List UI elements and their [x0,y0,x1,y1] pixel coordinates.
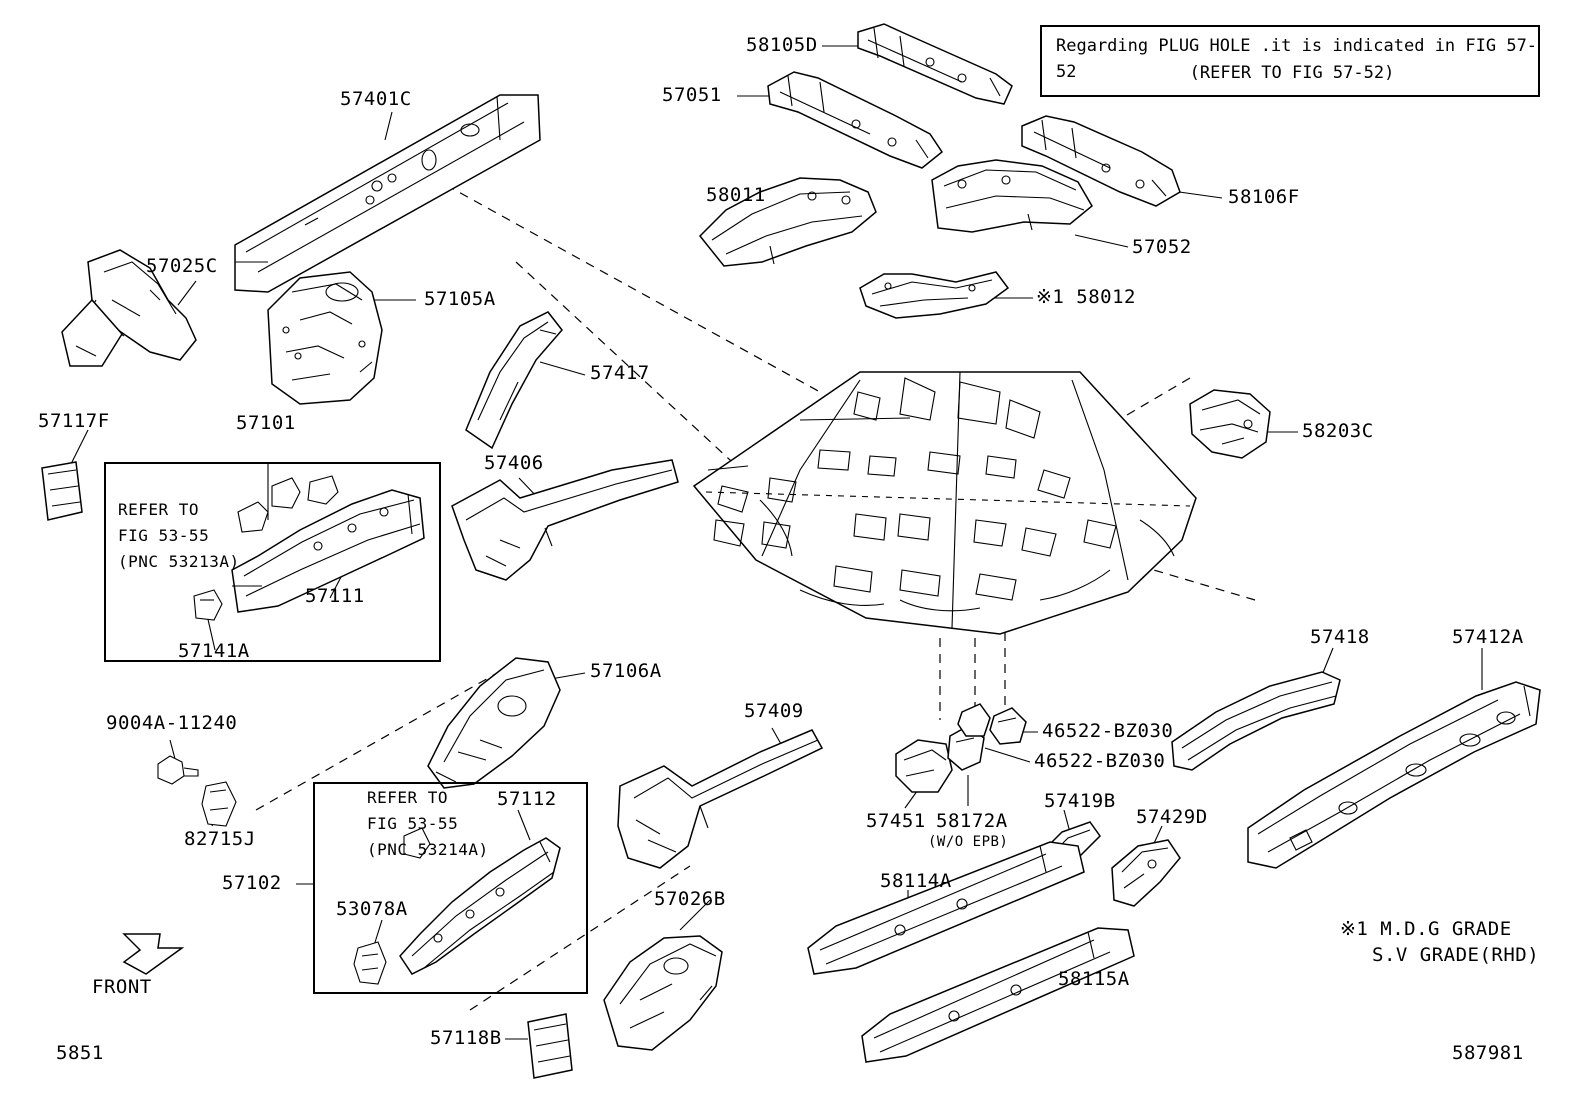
ref-box-2-line1: REFER TO [367,788,449,807]
callout-57025C: 57025C [146,255,218,277]
callout-58105D: 58105D [746,34,818,56]
callout-57451: 57451 [866,810,926,832]
part-58105D [858,24,1012,104]
grade-note-line2: S.V GRADE(RHD) [1372,944,1540,966]
part-57451 [896,740,952,792]
callout-82715J: 82715J [184,828,256,850]
part-82715J [202,782,236,826]
callout-57117F: 57117F [38,410,110,432]
ref-box-1-line2: FIG 53-55 [118,526,210,545]
figure-id-left: 5851 [56,1042,104,1064]
part-57117F [42,462,82,520]
part-57118B [528,1014,572,1078]
part-57429D [1112,840,1180,906]
part-57406 [452,460,678,580]
ref-box-2-line2: FIG 53-55 [367,814,459,833]
part-57026B [604,936,722,1050]
part-46522-BZ030-b [958,704,990,736]
callout-57401C: 57401C [340,88,412,110]
callout-57406: 57406 [484,452,544,474]
callout-57429D: 57429D [1136,806,1208,828]
callout-46522-BZ030-b: 46522-BZ030 [1034,750,1166,772]
front-arrow-icon [124,934,182,974]
callout-57026B: 57026B [654,888,726,910]
callout-57105A: 57105A [424,288,496,310]
ref-box-1-line3: (PNC 53213A) [118,552,240,571]
part-9004A-11240 [158,756,198,784]
callout-57412A: 57412A [1452,626,1524,648]
part-58012 [860,272,1008,318]
part-58203C [1190,390,1270,458]
callout-57101: 57101 [236,412,296,434]
part-57418 [1172,672,1340,770]
callout-58012: ※1 58012 [1036,286,1136,308]
callout-58172A-sub: (W/O EPB) [928,834,1009,850]
callout-57417: 57417 [590,362,650,384]
callout-57112: 57112 [497,788,557,810]
callout-9004A-11240: 9004A-11240 [106,712,238,734]
callout-57419B: 57419B [1044,790,1116,812]
callout-58115A: 58115A [1058,968,1130,990]
callout-57118B: 57118B [430,1027,502,1049]
front-arrow-label: FRONT [92,976,152,998]
callout-58203C: 58203C [1302,420,1374,442]
part-57417 [466,312,562,448]
part-57401C [235,95,540,292]
callout-58011: 58011 [706,184,766,206]
plug-hole-note-line1: Regarding PLUG HOLE .it is indicated in FIG 57-52 [1056,36,1538,82]
callout-57409: 57409 [744,700,804,722]
plug-hole-note-box [1040,25,1540,97]
grade-note-line1: ※1 M.D.G GRADE [1340,918,1512,940]
part-46522-BZ030-a [990,708,1026,744]
ref-box-2-line3: (PNC 53214A) [367,840,489,859]
part-57051 [768,72,942,168]
ref-box-1-line1: REFER TO [118,500,200,519]
part-57105A [268,272,382,404]
callout-57141A: 57141A [178,640,250,662]
callout-57418: 57418 [1310,626,1370,648]
callout-53078A: 53078A [336,898,408,920]
callout-46522-BZ030-a: 46522-BZ030 [1042,720,1174,742]
callout-58114A: 58114A [880,870,952,892]
part-57106A [428,658,560,788]
plug-hole-note-line2: (REFER TO FIG 57-52) [1189,63,1395,83]
callout-57051: 57051 [662,84,722,106]
callout-57106A: 57106A [590,660,662,682]
part-57052 [932,160,1092,232]
callout-58172A: 58172A [936,810,1008,832]
callout-57052: 57052 [1132,236,1192,258]
callout-57111: 57111 [305,585,365,607]
figure-id-right: 587981 [1452,1042,1524,1064]
part-floor-pan [694,372,1196,634]
callout-57102: 57102 [222,872,282,894]
callout-58106F: 58106F [1228,186,1300,208]
part-57409 [618,730,822,868]
